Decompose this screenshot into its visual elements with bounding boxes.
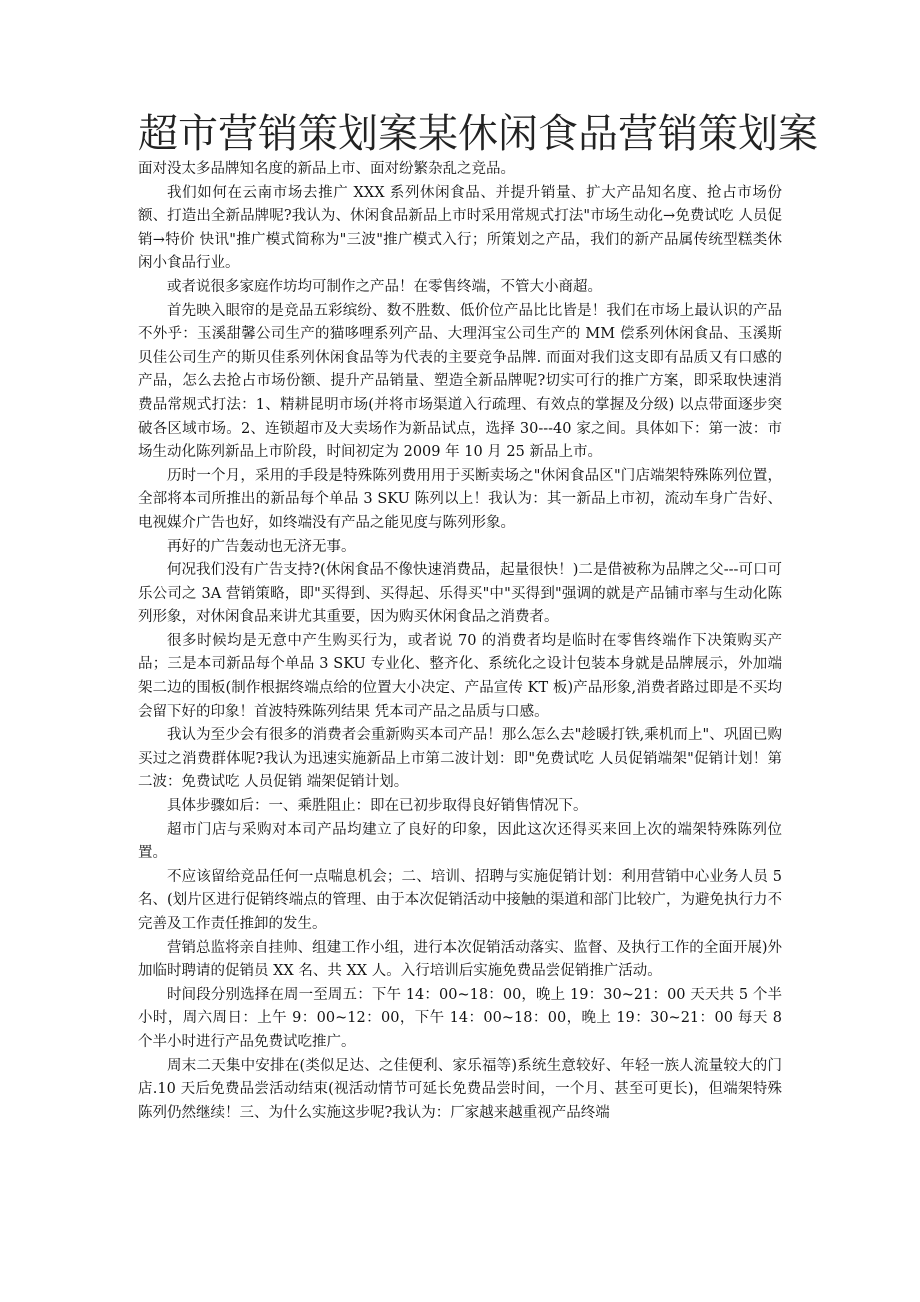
paragraph: 周末二天集中安排在(类似足达、之佳便利、家乐福等)系统生意较好、年轻一族人流量较大的门店.10 天后免费品尝活动结束(视活动情节可延长免费品尝时间，一个月、甚至可更长)，但端架特殊陈列仍然继续！三、为什么实施这步呢?我认为：厂家越来越重视产品终端 bbox=[138, 1057, 782, 1121]
paragraph: 我们如何在云南市场去推广 XXX 系列休闲食品、并提升销量、扩大产品知名度、抢占市场份额、打造出全新品牌呢?我认为、休闲食品新品上市时采用常规式打法"市场生动化→免费试吃 人员促销→特价 快讯"推广模式简称为"三波"推广模式入行；所策划之产品，我们的新产品属传统型糕类休闲小食品行业。 bbox=[138, 184, 782, 272]
paragraph: 具体步骤如后：一、乘胜阻止：即在已初步取得良好销售情况下。 bbox=[167, 798, 588, 815]
document-body bbox=[138, 158, 782, 1125]
paragraph: 很多时候均是无意中产生购买行为，或者说 70 的消费者均是临时在零售终端作下决策购买产品；三是本司新品每个单品 3 SKU 专业化、整齐化、系统化之设计包装本身就是品牌展示，外加端架二边的围板(制作根据终端点给的位置大小决定、产品宣传 KT 板)产品形象,消费者路过即是不买均会留下好的印象！首波特殊陈列结果 凭本司产品之品质与口感。 bbox=[138, 632, 782, 720]
paragraph: 或者说很多家庭作坊均可制作之产品！在零售终端，不管大小商超。 bbox=[167, 278, 602, 295]
paragraph: 历时一个月，采用的手段是特殊陈列费用用于买断卖场之"休闲食品区"门店端架特殊陈列位置，全部将本司所推出的新品每个单品 3 SKU 陈列以上！我认为：其一新品上市初，流动车身广告好、电视媒介广告也好，如终端没有产品之能见度与陈列形象。 bbox=[138, 467, 782, 531]
paragraph: 不应该留给竞品任何一点喘息机会；二、培训、招聘与实施促销计划：利用营销中心业务人员 5 名、(划片区进行促销终端点的管理、由于本次促销活动中接触的渠道和部门比较广，为避免执行力不完善及工作责任推卸的发生。 bbox=[138, 868, 782, 932]
paragraph: 何况我们没有广告支持?(休闲食品不像快速消费品，起量很快！)二是借被称为品牌之父---可口可乐公司之 3A 营销策略，即"买得到、买得起、乐得买"中"买得到"强调的就是产品铺市率与生动化陈列形象，对休闲食品来讲尤其重要，因为购买休闲食品之消费者。 bbox=[138, 562, 782, 626]
document-title: 超市营销策划案某休闲食品营销策划案 bbox=[138, 111, 818, 157]
paragraph: 超市门店与采购对本司产品均建立了良好的印象，因此这次还得买来回上次的端架特殊陈列位置。 bbox=[138, 821, 782, 862]
paragraph: 首先映入眼帘的是竞品五彩缤纷、数不胜数、低价位产品比比皆是！我们在市场上最认识的产品不外乎：玉溪甜馨公司生产的猫哆哩系列产品、大理洱宝公司生产的 MM 偿系列休闲食品、玉溪斯贝佳公司生产的斯贝佳系列休闲食品等为代表的主要竞争品牌. 而面对我们这支即有品质又有口感的产品，怎么去抢占市场份额、提升产品销量、塑造全新品牌呢?切实可行的推广方案，即采取快速消费品常规式打法：1、精耕昆明市场(并将市场渠道入行疏理、有效点的掌握及分级) 以点带面逐步突破各区域市场。2、连锁超市及大卖场作为新品试点，选择 30---40 家之间。具体如下：第一波：市场生动化陈列新品上市阶段，时间初定为 2009 年 10 月 25 新品上市。 bbox=[138, 302, 782, 461]
paragraph: 再好的广告轰动也无济无事。 bbox=[167, 538, 356, 555]
paragraph: 时间段分别选择在周一至周五：下午 14：00~18：00，晚上 19：30~21：00 天天共 5 个半小时，周六周日：上午 9：00~12：00，下午 14：00~18：00，晚上 19：30~21：00 每天 8 个半小时进行产品免费试吃推广。 bbox=[138, 986, 782, 1050]
paragraph: 面对没太多品牌知名度的新品上市、面对纷繁杂乱之竞品。 bbox=[138, 161, 515, 177]
paragraph: 我认为至少会有很多的消费者会重新购买本司产品！那么怎么去"趁暖打铁,乘机而上"、巩固已购买过之消费群体呢?我认为迅速实施新品上市第二波计划：即"免费试吃 人员促销端架"促销计划！第二波：免费试吃 人员促销 端架促销计划。 bbox=[138, 727, 782, 791]
paragraph: 营销总监将亲自挂帅、组建工作小组，进行本次促销活动落实、监督、及执行工作的全面开展)外加临时聘请的促销员 XX 名、共 XX 人。入行培训后实施免费品尝促销推广活动。 bbox=[138, 939, 782, 980]
